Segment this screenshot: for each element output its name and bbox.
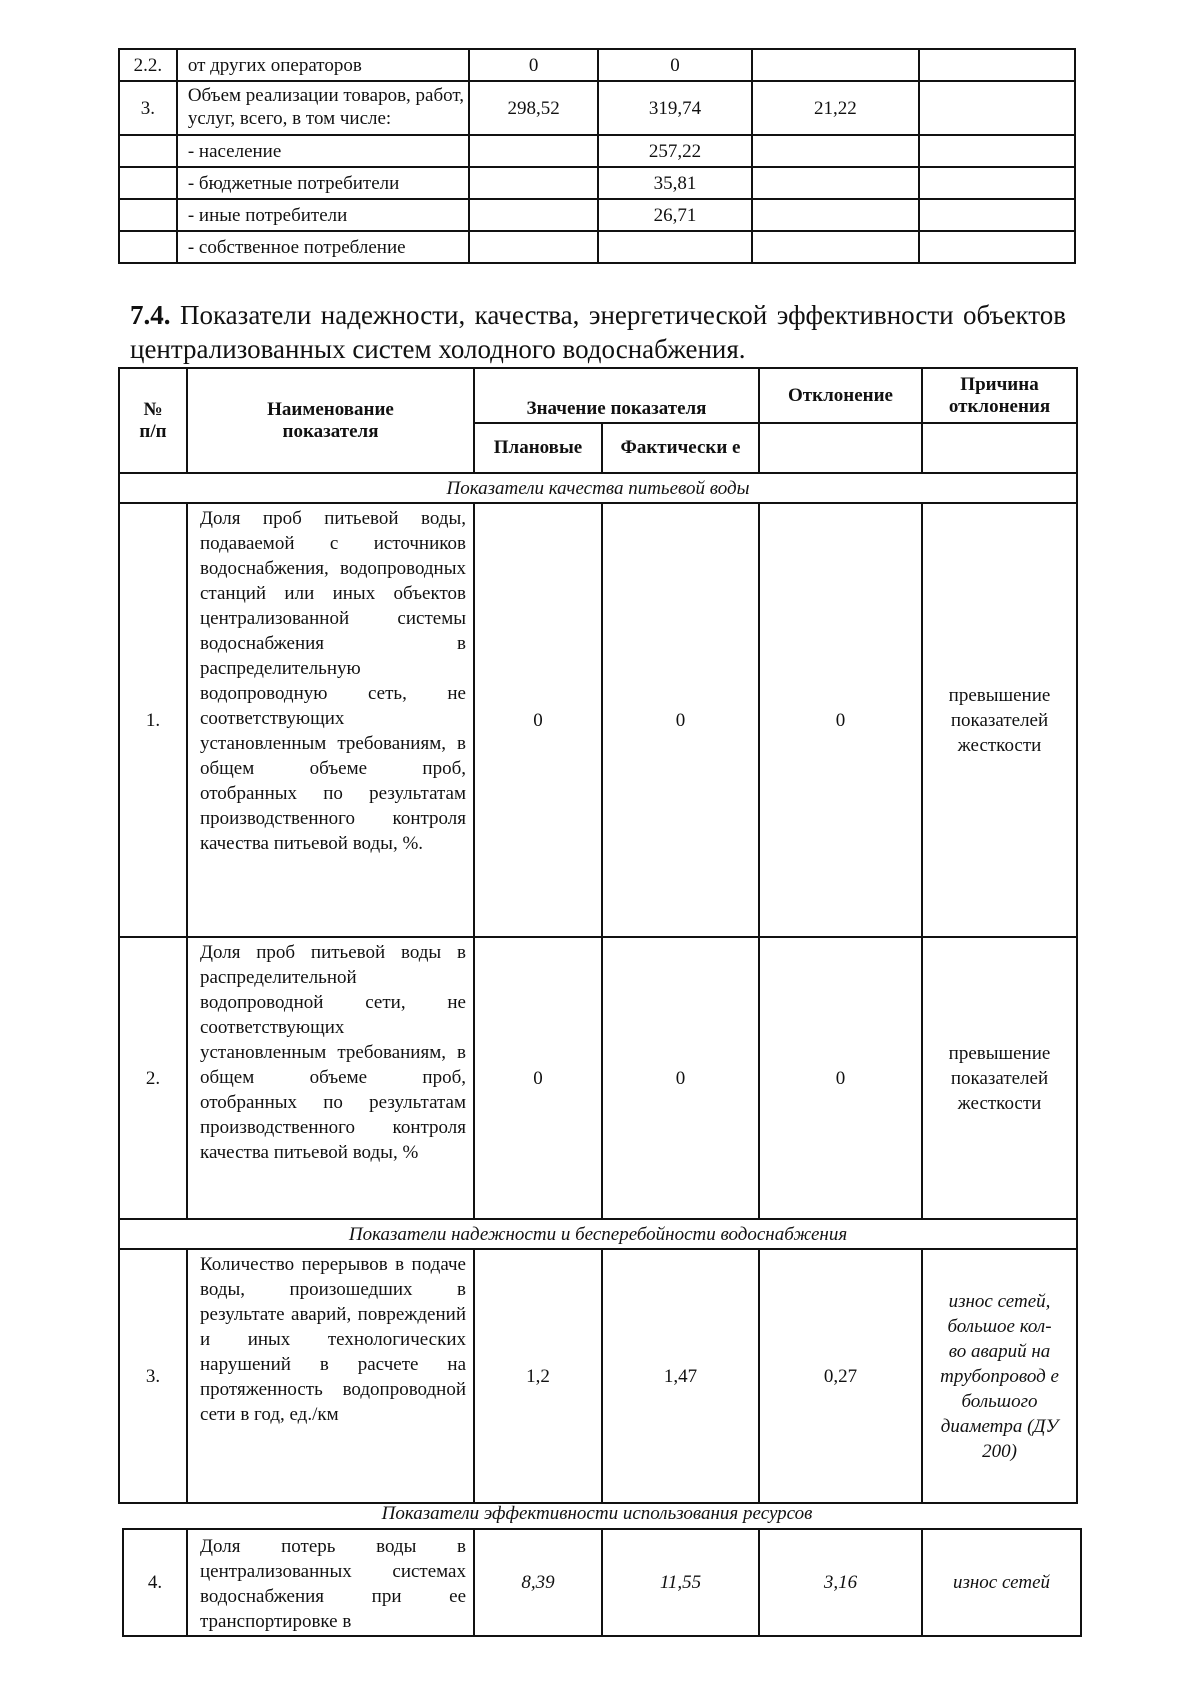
section-number: 7.4. <box>130 300 171 330</box>
table-row <box>119 135 1075 167</box>
row-plan: 0 <box>474 503 602 937</box>
table-row <box>119 49 1075 81</box>
row-deviation: 0 <box>759 937 922 1219</box>
row-name: - население <box>177 135 469 167</box>
row-reason <box>919 199 1075 231</box>
header-fact <box>602 423 759 473</box>
row-number <box>119 167 177 199</box>
header-blank <box>922 423 1077 473</box>
row-reason-text: превышение показателей жесткости <box>948 1042 1051 1114</box>
indicators-table <box>118 367 1078 1504</box>
row-reason-text: превышение показателей жесткости <box>948 684 1051 756</box>
row-name: Объем реализации товаров, работ, услуг, всего, в том числе: <box>177 81 469 135</box>
row-deviation: 21,22 <box>752 81 919 135</box>
row-reason <box>919 81 1075 135</box>
table-row <box>119 199 1075 231</box>
row-fact: 26,71 <box>598 199 752 231</box>
row-number <box>119 199 177 231</box>
table-row <box>119 81 1075 135</box>
row-fact: 11,55 <box>602 1529 759 1636</box>
indicators-table-continued <box>122 1528 1082 1637</box>
header-blank <box>759 423 922 473</box>
row-reason <box>919 135 1075 167</box>
row-number: 4. <box>123 1529 187 1636</box>
row-plan: 8,39 <box>474 1529 602 1636</box>
header-reason-label: Причина отклонения <box>948 373 1051 417</box>
section-label: Показатели надежности и бесперебойности водоснабжения <box>119 1219 1077 1249</box>
row-deviation <box>752 231 919 263</box>
row-deviation: 3,16 <box>759 1529 922 1636</box>
row-deviation: 0,27 <box>759 1249 922 1503</box>
header-num <box>119 368 187 473</box>
row-number <box>119 135 177 167</box>
row-fact: 257,22 <box>598 135 752 167</box>
header-fact-label: Фактически е <box>620 437 741 458</box>
row-number: 3. <box>119 1249 187 1503</box>
header-value: Значение показателя <box>474 368 759 423</box>
row-number: 2. <box>119 937 187 1219</box>
row-deviation <box>752 49 919 81</box>
row-name: Доля проб питьевой воды, подаваемой с источников водоснабжения, водопроводных станций или иных объектов централизованной системы водоснабжения в распределительную водопроводную сеть, не соответствующих установленным требованиям, в общем объеме проб, отобранных по результатам производственного контроля качества питьевой воды, %. <box>187 503 474 937</box>
row-number <box>119 231 177 263</box>
row-number: 2.2. <box>119 49 177 81</box>
row-fact: 0 <box>602 937 759 1219</box>
row-reason <box>922 937 1077 1219</box>
header-row <box>119 368 1077 423</box>
row-plan <box>469 231 598 263</box>
row-reason <box>919 231 1075 263</box>
section-row <box>119 1219 1077 1249</box>
row-name: Доля потерь воды в централизованных системах водоснабжения при ее транспортировке в <box>187 1529 474 1636</box>
row-fact: 0 <box>602 503 759 937</box>
row-fact <box>598 231 752 263</box>
row-deviation: 0 <box>759 503 922 937</box>
header-num-label: № п/п <box>139 398 167 442</box>
row-plan: 0 <box>469 49 598 81</box>
row-plan: 0 <box>474 937 602 1219</box>
row-plan: 1,2 <box>474 1249 602 1503</box>
row-reason-text: износ сетей, большое кол-во аварий на трубопровод е большого диаметра (ДУ 200) <box>940 1290 1059 1462</box>
row-name: Доля проб питьевой воды в распределительной водопроводной сети, не соответствующих установленным требованиям, в общем объеме проб, отобранных по результатам производственного контроля качества питьевой воды, % <box>187 937 474 1219</box>
table-row <box>123 1529 1081 1636</box>
row-fact: 0 <box>598 49 752 81</box>
header-reason <box>922 368 1077 423</box>
row-name: - собственное потребление <box>177 231 469 263</box>
row-reason <box>919 167 1075 199</box>
row-reason <box>922 503 1077 937</box>
row-plan: 298,52 <box>469 81 598 135</box>
section-row <box>119 473 1077 503</box>
section-heading <box>130 298 1066 366</box>
row-fact: 1,47 <box>602 1249 759 1503</box>
header-name <box>187 368 474 473</box>
section-label: Показатели качества питьевой воды <box>119 473 1077 503</box>
section-title: Показатели надежности, качества, энергетической эффективности объектов централизованных систем холодного водоснабжения. <box>130 300 1067 364</box>
row-name: Количество перерывов в подаче воды, произошедших в результате аварий, повреждений и иных технологических нарушений в расчете на протяженность водопроводной сети в год, ед./км <box>187 1249 474 1503</box>
sales-volume-table-body <box>119 49 1075 263</box>
row-plan <box>469 167 598 199</box>
table-row <box>119 503 1077 937</box>
row-fact: 35,81 <box>598 167 752 199</box>
row-number: 1. <box>119 503 187 937</box>
table-row <box>119 231 1075 263</box>
row-name: - бюджетные потребители <box>177 167 469 199</box>
row-deviation <box>752 167 919 199</box>
row-name: - иные потребители <box>177 199 469 231</box>
table-row <box>119 1249 1077 1503</box>
header-plan: Плановые <box>474 423 602 473</box>
table-row <box>119 937 1077 1219</box>
row-number: 3. <box>119 81 177 135</box>
row-plan <box>469 135 598 167</box>
row-reason <box>919 49 1075 81</box>
row-plan <box>469 199 598 231</box>
row-name: от других операторов <box>177 49 469 81</box>
header-deviation: Отклонение <box>759 368 922 423</box>
row-fact: 319,74 <box>598 81 752 135</box>
table-row <box>119 167 1075 199</box>
row-deviation <box>752 199 919 231</box>
row-deviation <box>752 135 919 167</box>
row-reason: износ сетей <box>922 1529 1081 1636</box>
row-reason <box>922 1249 1077 1503</box>
header-name-label: Наименование показателя <box>267 398 394 442</box>
sales-volume-table <box>118 48 1076 264</box>
section-label: Показатели эффективности использования ресурсов <box>381 1503 813 1524</box>
